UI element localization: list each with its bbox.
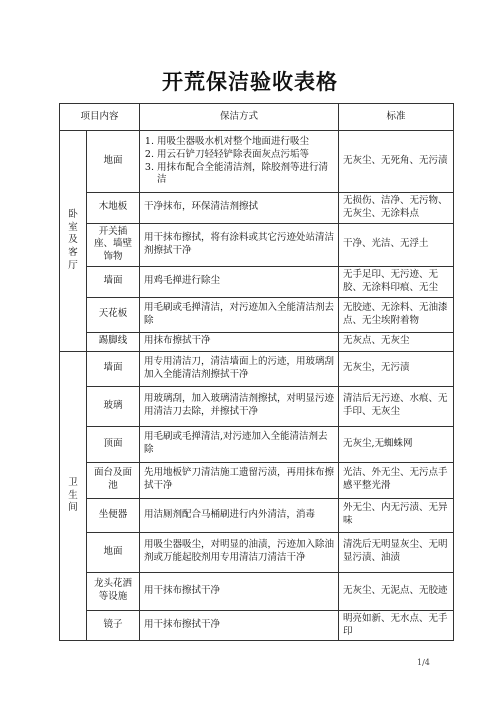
standard-cell: 无手足印、无污迹、无胶、无涂料印痕、无尘 [339,267,454,298]
method-cell: 用吸尘器吸尘，对明显的油渍，污迹加入除油剂或万能起胶剂用专用清洁刀清洁干净 [140,532,339,572]
table-row [60,426,454,462]
item-cell: 镜子 [87,610,140,641]
table-header-row [60,104,454,131]
inspection-table [59,103,454,641]
method-step: 3. 用抹布配合全能清洁剂，除胶剂等进行清洁 [157,162,334,188]
item-cell: 地面 [87,131,140,193]
table-row [60,223,454,266]
method-step: 2. 用云石铲刀轻轻铲除表面灰点污垢等 [157,149,334,162]
item-cell: 墙面 [87,351,140,386]
standard-cell: 外无尘、内无污渍、无异味 [339,498,454,532]
item-cell: 玻璃 [87,386,140,426]
method-cell: 用毛刷或毛掸清洁,对污迹加入全能清洁剂去除 [140,426,339,462]
item-cell: 顶面 [87,426,140,462]
method-cell: 用专用清洁刀，清洁墙面上的污迹，用玻璃刮加入全能清洁剂擦拭干净 [140,351,339,386]
table-row [60,572,454,610]
standard-cell: 光洁、外无尘、无污点手感平整光滑 [339,462,454,498]
method-list [144,136,334,187]
method-cell: 用干抹布擦拭干净 [140,610,339,641]
table-row [60,351,454,386]
table-row [60,131,454,193]
method-cell [140,131,339,193]
standard-cell: 无灰点、无灰尘 [339,332,454,351]
table-row [60,332,454,351]
table-row [60,532,454,572]
category-cell: 卫生间 [60,351,87,641]
method-cell: 用干抹布擦拭，将有涂料或其它污迹处站清洁剂擦拭干净 [140,223,339,266]
header-item: 项目内容 [60,104,140,131]
header-standard: 标准 [339,104,454,131]
item-cell: 地面 [87,532,140,572]
item-cell: 木地板 [87,193,140,224]
method-cell: 用干抹布擦拭干净 [140,572,339,610]
item-cell: 墙面 [87,267,140,298]
method-cell: 用鸡毛掸进行除尘 [140,267,339,298]
standard-cell: 无灰尘，无污渍 [339,351,454,386]
item-cell: 龙头花洒等设施 [87,572,140,610]
method-cell: 干净抹布，环保清洁剂擦拭 [140,193,339,224]
header-method: 保洁方式 [140,104,339,131]
standard-cell: 无损伤、洁净、无污物、无灰尘、无涂料点 [339,193,454,224]
standard-cell: 明亮如新、无水点、无手印 [339,610,454,641]
method-cell: 用玻璃刮，加入玻璃清洁剂擦拭，对明显污迹用清洁刀去除，并擦拭干净 [140,386,339,426]
table-row [60,610,454,641]
table-row [60,267,454,298]
document-title: 开荒保洁验收表格 [162,70,338,94]
standard-cell: 清洁后无污迹、水痕、无手印、无灰尘 [339,386,454,426]
item-cell: 踢脚线 [87,332,140,351]
item-cell: 坐便器 [87,498,140,532]
standard-cell: 清洗后无明显灰尘、无明显污渍、油渍 [339,532,454,572]
table-row [60,462,454,498]
standard-cell: 干净、光洁、无浮土 [339,223,454,266]
method-cell: 用洁厕剂配合马桶刷进行内外清洁，消毒 [140,498,339,532]
item-cell: 天花板 [87,297,140,332]
standard-cell: 无灰尘、无泥点、无胶迹 [339,572,454,610]
method-cell: 用抹布擦拭干净 [140,332,339,351]
standard-cell: 无灰尘,无蜘蛛网 [339,426,454,462]
standard-cell: 无灰尘、无死角、无污渍 [339,131,454,193]
item-cell: 开关插座、墙壁饰物 [87,223,140,266]
table-row [60,297,454,332]
table-row [60,498,454,532]
method-step: 1. 用吸尘器吸水机对整个地面进行吸尘 [157,136,334,149]
method-cell: 用毛刷或毛掸清洁，对污迹加入全能清洁剂去除 [140,297,339,332]
method-cell: 先用地板铲刀清洁施工遗留污渍，再用抹布擦拭干净 [140,462,339,498]
table-row [60,193,454,224]
category-cell: 卧室及客厅 [60,131,87,352]
item-cell: 面台及面池 [87,462,140,498]
page-number: 1/4 [417,658,430,667]
standard-cell: 无胶迹、无涂料、无油漆点、无尘埃附着物 [339,297,454,332]
table-row [60,386,454,426]
